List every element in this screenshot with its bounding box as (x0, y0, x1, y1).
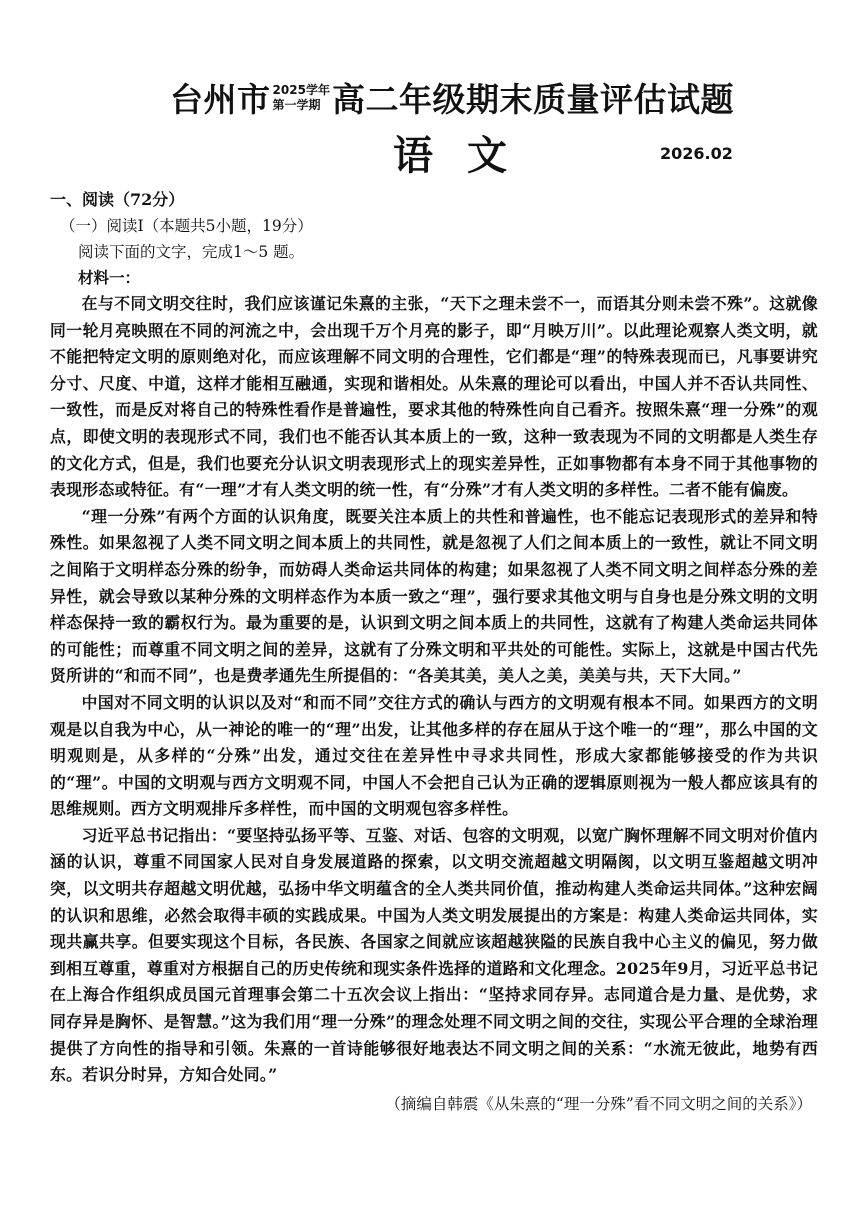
reading-instruction: 阅读下面的文字，完成1～5 题。 (78, 243, 305, 261)
source-citation: （摘编自韩震《从朱熹的“理一分殊”看不同文明之间的关系》） (385, 1094, 812, 1113)
paragraph-2: “理一分殊”有两个方面的认识角度，既要关注本质上的共性和普遍性，也不能忘记表现形式的差异和特殊性。如果忽视了人类不同文明之间本质上的共同性，就是忽视了人们之间本质上的一致性，就让不同文明之间陷于文明样态分殊的纷争，而妨碍人类命运共同体的构建；如果忽视了人类不同文明之间样态分殊的差异性，就会导致以某种分殊的文明样态作为本质一致之“理”，强行要求其他文明与自身也是分殊文明的文明样态保持一致的霸权行为。最为重要的是，认识到文明之间本质上的共同性，这就有了构建人类命运共同体的可能性；而尊重不同文明之间的差异，这就有了分殊文明和平共处的可能性。实际上，这就是中国古代先贤所讲的“和而不同”，也是费孝通先生所提倡的：“各美其美，美人之美，美美与共，天下大同。” (50, 506, 818, 686)
term-semester: 第一学期 (272, 98, 321, 112)
exam-date: 2026.02 (660, 144, 733, 163)
exam-title-row (86, 70, 818, 124)
term-year: 2025学年 (272, 83, 330, 97)
exam-title: 高二年级期末质量评估试题 (331, 79, 734, 119)
paragraph-3: 中国对不同文明的认识以及对“和而不同”交往方式的确认与西方的文明观有根本不同。如果西方的文明观是以自我为中心，从一神论的唯一的“理”出发，让其他多样的存在屈从于这个唯一的“理”，那么中国的文明观则是，从多样的“分殊”出发，通过交往在差异性中寻求共同性，形成大家都能够接受的作为共识的“理”。中国的文明观与西方文明观不同，中国人不会把自己认为正确的逻辑原则视为一般人都应该具有的思维规则。西方文明观排斥多样性，而中国的文明观包容多样性。 (50, 692, 818, 819)
paragraph-1: 在与不同文明交往时，我们应该谨记朱熹的主张，“天下之理未尝不一，而语其分则未尝不殊”。这就像同一轮月亮映照在不同的河流之中，会出现千万个月亮的影子，即“月映万川”。以此理论观察人类文明，就不能把特定文明的原则绝对化，而应该理解不同文明的合理性，它们都是“理”的特殊表现而已，凡事要讲究分寸、尺度、中道，这样才能相互融通，实现和谐相处。从朱熹的理论可以看出，中国人并不否认共同性、一致性，而是反对将自己的特殊性看作是普遍性，要求其他的特殊性向自己看齐。按照朱熹“理一分殊”的观点，即使文明的表现形式不同，我们也不能否认其本质上的一致，这种一致表现为不同的文明都是人类生存的文化方式，但是，我们也要充分认识文明表现形式上的现实差异性，正如事物都有本身不同于其他事物的表现形态或特征。有“一理”才有人类文明的统一性，有“分殊”才有人类文明的多样性。二者不能有偏废。 (50, 294, 818, 500)
title-city: 台州市 (170, 79, 271, 119)
section-heading: 一、阅读（72分） (50, 190, 185, 209)
paragraph-4: 习近平总书记指出：“要坚持弘扬平等、互鉴、对话、包容的文明观，以宽广胸怀理解不同文明对价值内涵的认识，尊重不同国家人民对自身发展道路的探索，以文明交流超越文明隔阂，以文明互鉴超越文明冲突，以文明共存超越文明优越，弘扬中华文明蕴含的全人类共同价值，推动构建人类命运共同体。”这种宏阔的认识和思维，必然会取得丰硕的实践成果。中国为人类文明发展提出的方案是：构建人类命运共同体，实现共赢共享。但要实现这个目标，各民族、各国家之间就应该超越狭隘的民族自我中心主义的偏见，努力做到相互尊重，尊重对方根据自己的历史传统和现实条件选择的道路和文化理念。2025年9月，习近平总书记在上海合作组织成员国元首理事会第二十五次会议上指出：“坚持求同存异。志同道合是力量、是优势，求同存异是胸怀、是智慧。”这为我们用“理一分殊”的理念处理不同文明之间的交往，实现公平合理的全球治理提供了方向性的指导和引领。朱熹的一首诗能够很好地表达不同文明之间的关系：“水流无彼此，地势有西东。若识分时异，方知合处同。” (50, 825, 818, 1085)
subsection-heading: （一）阅读Ⅰ（本题共5小题，19分） (60, 217, 313, 235)
material-label: 材料一： (78, 268, 141, 287)
subject-row (78, 124, 818, 186)
title-term (273, 83, 330, 113)
subject-title: 语文 (393, 133, 541, 179)
